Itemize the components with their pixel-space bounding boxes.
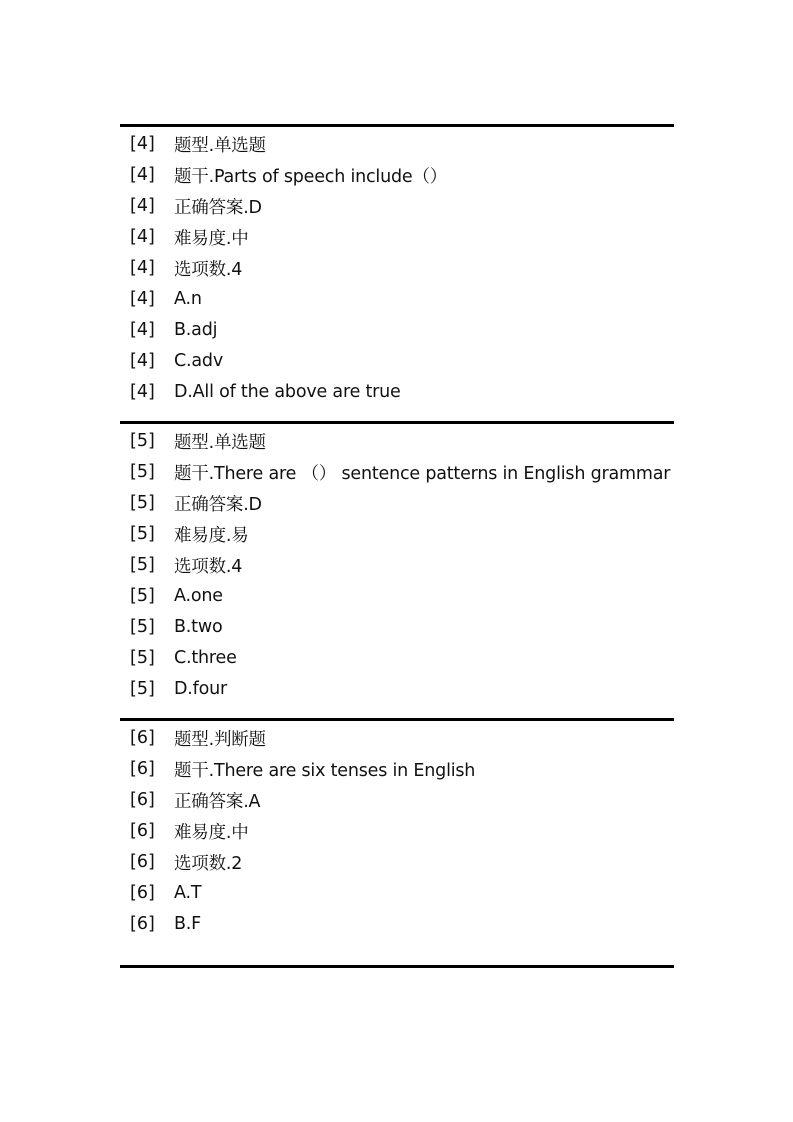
question-number: [6] — [130, 790, 155, 811]
question-row — [120, 673, 674, 704]
question-row — [120, 550, 674, 581]
question-number: [5] — [130, 524, 155, 545]
question-number: [4] — [130, 319, 155, 340]
question-field-text: 正确答案.A — [174, 791, 261, 812]
question-field-text: 难易度.易 — [174, 525, 249, 546]
question-list — [120, 124, 674, 939]
question-number: [5] — [130, 678, 155, 699]
document-page — [120, 124, 674, 968]
question-number: [6] — [130, 882, 155, 903]
question-row — [120, 611, 674, 642]
question-row — [120, 754, 674, 785]
question-field-text: A.n — [174, 288, 202, 309]
question-row — [120, 222, 674, 253]
question-number: [4] — [130, 381, 155, 402]
question-number: [6] — [130, 759, 155, 780]
question-field-text: 正确答案.D — [174, 197, 262, 218]
question-number: [5] — [130, 555, 155, 576]
question-number: [4] — [130, 227, 155, 248]
question-row — [120, 642, 674, 673]
question-row — [120, 785, 674, 816]
question-row — [120, 191, 674, 222]
question-row — [120, 908, 674, 939]
question-field-text: D.four — [174, 678, 227, 699]
question-row — [120, 314, 674, 345]
question-number: [6] — [130, 728, 155, 749]
question-row — [120, 376, 674, 407]
question-field-text: 题型.单选题 — [174, 135, 266, 156]
question-number: [5] — [130, 462, 155, 483]
question-row — [120, 580, 674, 611]
question-field-text: A.one — [174, 585, 223, 606]
question-row — [120, 129, 674, 160]
question-number: [5] — [130, 647, 155, 668]
question-field-text: 题干.There are six tenses in English — [174, 760, 476, 781]
question-field-text: 正确答案.D — [174, 494, 262, 515]
question-field-text: 选项数.4 — [174, 259, 243, 280]
question-number: [5] — [130, 493, 155, 514]
question-number: [5] — [130, 616, 155, 637]
question-number: [4] — [130, 196, 155, 217]
question-number: [6] — [130, 913, 155, 934]
question-row — [120, 847, 674, 878]
question-field-text: A.T — [174, 882, 202, 903]
question-number: [6] — [130, 821, 155, 842]
question-number: [4] — [130, 258, 155, 278]
question-row — [120, 283, 674, 314]
question-row — [120, 457, 674, 488]
question-field-text: 难易度.中 — [174, 228, 249, 249]
question-field-text: C.adv — [174, 350, 223, 371]
question-row — [120, 519, 674, 550]
question-row — [120, 877, 674, 908]
question-field-text: 难易度.中 — [174, 822, 249, 843]
question-number: [4] — [130, 165, 155, 186]
question-number: [4] — [130, 350, 155, 371]
question-field-text: B.F — [174, 913, 202, 934]
question-field-text: 题型.判断题 — [174, 729, 266, 750]
question-row — [120, 345, 674, 376]
question-number: [5] — [130, 585, 155, 606]
question-field-text: 题干.Parts of speech include（） — [174, 166, 448, 187]
question-row — [120, 253, 674, 284]
question-field-text: 题干.There are （） sentence patterns in English grammar — [174, 463, 671, 484]
question-row — [120, 488, 674, 519]
question-row — [120, 426, 674, 457]
question-field-text: 选项数.4 — [174, 556, 243, 577]
question-block — [120, 124, 674, 407]
question-field-text: B.two — [174, 616, 223, 637]
question-block — [120, 718, 674, 939]
question-field-text: 选项数.2 — [174, 853, 243, 874]
question-number: [6] — [130, 852, 155, 873]
question-field-text: 题型.单选题 — [174, 432, 266, 453]
question-number: [4] — [130, 288, 155, 309]
question-row — [120, 816, 674, 847]
question-row — [120, 723, 674, 754]
question-block — [120, 421, 674, 704]
closing-rule — [120, 965, 674, 968]
question-number: [5] — [130, 431, 155, 452]
question-field-text: B.adj — [174, 319, 218, 340]
question-field-text: C.three — [174, 647, 237, 668]
question-number: [4] — [130, 134, 155, 155]
question-field-text: D.All of the above are true — [174, 381, 401, 402]
question-row — [120, 160, 674, 191]
